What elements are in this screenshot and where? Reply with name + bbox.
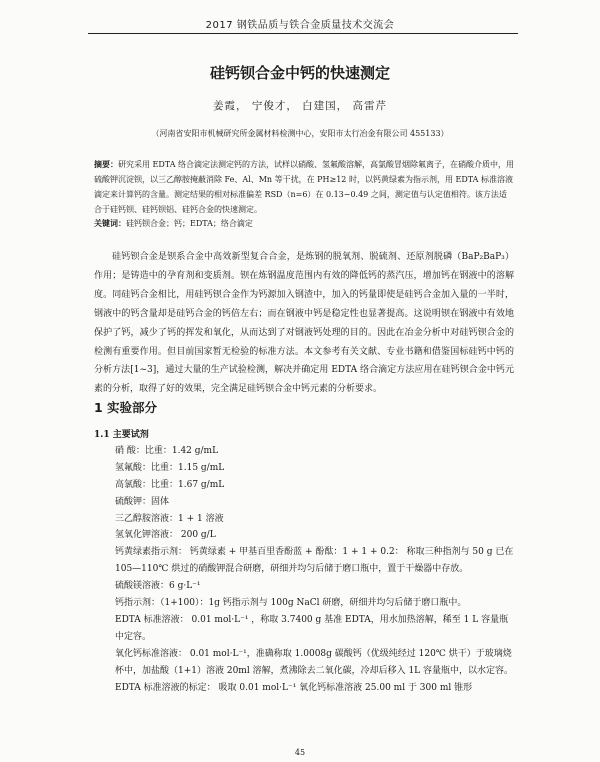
section-heading: 1 实验部分: [94, 400, 158, 415]
reagent-item: 氢氧化钾溶液： 200 g/L: [115, 530, 216, 541]
affiliation: （河南省安阳市机械研究所金属材料检测中心，安阳市太行冶金有限公司 455133）: [151, 129, 449, 138]
keywords: [94, 217, 514, 231]
keywords-label: 关键词：: [94, 219, 126, 228]
reagent-item: 硫酸镁溶液：6 g·L⁻¹: [115, 581, 201, 592]
reagent-item: 钙黄绿素指示剂： 钙黄绿素 + 甲基百里香酚蓝 + 酚酞：1 + 1 + 0.2： 称取三种指剂与 50 g 已在 105—110℃ 烘过的硝酸钾混合研磨，研细并均匀后储于磨口瓶中，置于干燥器中存放。: [115, 547, 514, 575]
abstract-text: 研究采用 EDTA 络合滴定法测定钙的方法，试样以硝酸、氢氟酸溶解，高氯酸冒烟除氟离子，在硝酸介质中，用硫酸钾沉淀钡，以三乙醇胺掩蔽消除 Fe、Al、Mn 等干扰，在 PH≥12 时，以钙黄绿素为指示剂，用 EDTA 标准溶液滴定来计算钙的含量。测定结果的相对标准偏差 RSD（n=6）在 0.13~0.49 之间，测定值与认定值相符。该方法适合于硅钙钡、硅钙钡铝、硅钙合金的快速测定。: [94, 160, 515, 214]
article-title: 硅钙钡合金中钙的快速测定: [209, 64, 390, 82]
reagent-item: 高氯酸：比重：1.67 g/mL: [115, 479, 225, 490]
reagent-item: 钙指示剂：（1+100）：1g 钙指示剂与 100g NaCl 研磨，研细并均匀后储于磨口瓶中。: [115, 598, 467, 609]
subsection-heading: 1.1 主要试剂: [94, 430, 149, 440]
reagent-item: 硝 酸：比重：1.42 g/mL: [115, 446, 219, 456]
reagent-item: 硫酸钾：固体: [115, 496, 170, 507]
running-header: 2017 钢铁品质与铁合金质量技术交流会: [205, 20, 395, 31]
introduction-paragraph: 硅钙钡合金是钡系合金中高效新型复合合金，是炼钢的脱氧剂、脱硫剂、还原剂脱磷（BaP₂BaP₃）作用；是铸造中的孕育剂和变质剂。钡在炼钢温度范围内有效的降低钙的蒸汽压，增加钙在钢液中的溶解度。同硅钙合金相比，用硅钙钡合金作为钙源加入钢渣中，加入的钙量即使是硅钙合金加入量的一半时，钢液中的钙含量却是硅钙合金的钙倍左右；而在钢液中钙是稳定性也显著提高。这说明钡在钢液中有效地保护了钙，减少了钙的挥发和氧化，从而达到了对钢液钙处理的目的。因此在冶金分析中对硅钙钡合金的检测有重要作用。但目前国家暂无检验的标准方法。本文参考有关文献、专业书籍和借鉴国标硅钙中钙的分析方法[1~3]，通过大量的生产试验检测，解决并确定用 EDTA 络合滴定方法应用在硅钙钡合金中钙元素的分析，取得了好的效果，完全满足硅钙钡合金中钙元素的分析要求。: [94, 252, 514, 395]
keywords-text: 硅钙钡合金；钙；EDTA；络合滴定: [126, 219, 253, 228]
reagent-item: EDTA 标准溶液的标定： 吸取 0.01 mol·L⁻¹ 氧化钙标准溶液 25.00 ml 于 300 ml 锥形: [115, 682, 473, 693]
reagent-item: 氧化钙标准溶液： 0.01 mol·L⁻¹，准确称取 1.0008g 碳酸钙（优级纯经过 120℃ 烘干）于玻璃烧杯中，加盐酸（1+1）溶液 20ml 溶解，煮沸除去二氧化碳，冷却后移入 1L 容量瓶中，以水定容。: [115, 648, 514, 676]
reagent-item: EDTA 标准溶液： 0.01 mol·L⁻¹ ，称取 3.7400 g 基准 EDTA，用水加热溶解，稀至 1 L 容量瓶中定容。: [115, 614, 509, 642]
abstract-label: 摘要：: [94, 160, 118, 169]
reagent-item: 三乙醇胺溶液：1 + 1 溶液: [115, 513, 224, 524]
reagent-item: 氢氟酸：比重：1.15 g/mL: [115, 462, 225, 473]
header-rule: [88, 33, 518, 34]
author-list: 姜霞， 宁俊才， 白建国， 高雷芹: [212, 100, 387, 112]
reagent-list: [115, 443, 515, 696]
page-number: 45: [294, 748, 306, 757]
abstract: [94, 157, 514, 217]
